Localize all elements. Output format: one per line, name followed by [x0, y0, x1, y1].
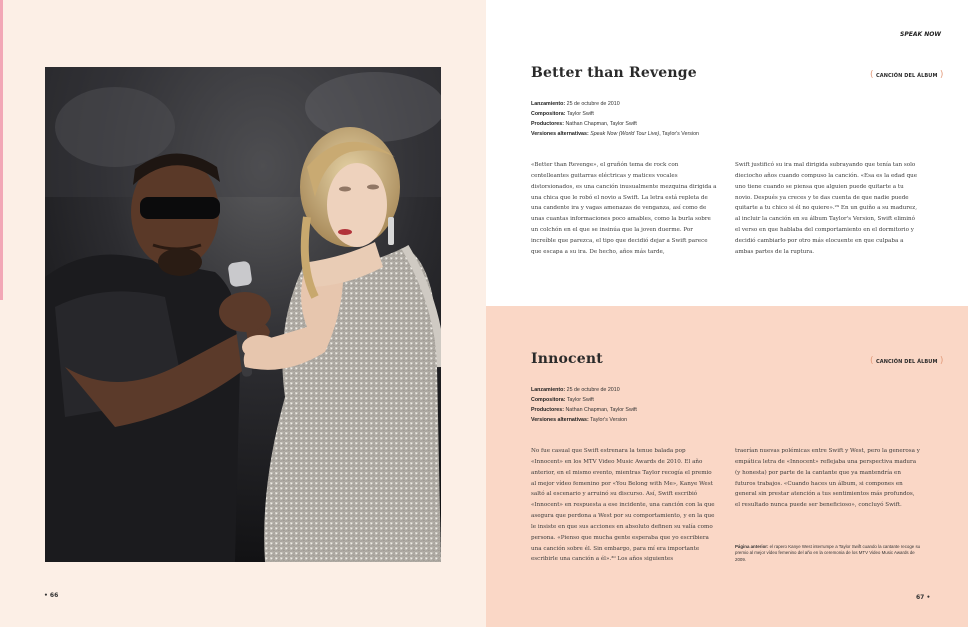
credit-alt-versions: Versiones alternativas: Taylor's Version	[531, 417, 628, 423]
body-column-2: traerían nuevas polémicas entre Swift y West, pero la generosa y empática letra de «Innocent» reflejaba una perspectiva madura (y honesta) por parte de la cantante que ya mantendría en futuros trabajos. «Cuando haces un álbum, si compones en general sin prestar atención a tus sentimientos más profundos, el resultado nunca puede ser beneficioso», concluyó Swift.	[735, 448, 920, 509]
photo-caption: Página anterior: el rapero Kanye West interrumpe a Taylor Swift cuando la cantante recoge su premio al mejor vídeo femenino del año en la ceremonia de los MTV Video Music Awards de 2009.	[735, 544, 921, 562]
photo-illustration	[45, 67, 441, 562]
album-track-badge: ( CANCIÓN DEL ÁLBUM )	[872, 71, 942, 81]
body-column-2: Swift justificó su ira mal dirigida subrayando que tenía tan solo dieciocho años cuando compuso la canción. «Esa es la edad que uno tiene cuando se piensa que alguien puede quitarte a tu novio. Después ya creces y te das cuenta de que nadie puede quitarte a tu chico si él no quiere».²⁹ En un guiño a su madurez, al incluir la canción en su álbum Taylor's Version, Swift eliminó el verso en que hablaba del comportamiento en el dormitorio y decidió cambiarlo por otro más elocuente en que culpaba a ambas partes de la ruptura.	[735, 162, 918, 255]
credit-producers: Productores: Nathan Chapman, Taylor Swift	[531, 407, 637, 413]
body-column-1: «Better than Revenge», el gruñón tema de rock con centelleantes guitarras eléctricas y matices vocales distorsionados, es una canción inusualmente mezquina dirigida a una chica que le robó el novio a Swift. La letra está repleta de una candente ira y vagas amenazas de venganza, así como de unas cuantas informaciones poco amables, como la burla sobre un colchón en el que se insinúa que la joven duerme. Por increíble que parezca, el tipo que decidió dejar a Swift parece que escapa a su ira. De hecho, años más tarde,	[531, 162, 717, 255]
credit-release: Lanzamiento: 25 de octubre de 2010	[531, 101, 620, 107]
body-column-1: No fue casual que Swift estrenara la tenue balada pop «Innocent» en los MTV Video Music Awards de 2010. El año anterior, en el mismo evento, mientras Taylor recogía el premio al mejor vídeo femenino por «You Belong with Me», Kanye West saltó al escenario y arruinó su discurso. Así, Swift escribió «Innocent» en respuesta a ese incidente, una canción con la que asegura que perdona a West por su comportamiento, y en la que le insiste en que sus acciones en absoluto definen su valía como persona. «Pienso que mucha gente esperaba que yo escribiera una canción sobre él. Sin embargo, para mí era importante escribirle una canción a él».³⁰ Los años siguientes	[531, 448, 715, 563]
right-page-top	[486, 0, 968, 306]
credit-alt-versions: Versiones alternativas: Speak Now (World Tour Live), Taylor's Version	[531, 131, 699, 137]
page-number-left: • 66	[44, 592, 59, 599]
album-track-badge: ( CANCIÓN DEL ÁLBUM )	[872, 357, 942, 367]
song-title-innocent: Innocent	[531, 351, 603, 367]
credit-producers: Productores: Nathan Chapman, Taylor Swift	[531, 121, 637, 127]
song-title-better-than-revenge: Better than Revenge	[531, 65, 697, 81]
credit-release: Lanzamiento: 25 de octubre de 2010	[531, 387, 620, 393]
page-edge-mark	[0, 0, 3, 300]
credit-writer: Compositora: Taylor Swift	[531, 397, 594, 403]
credit-writer: Compositora: Taylor Swift	[531, 111, 594, 117]
page-number-right: 67 •	[916, 594, 931, 601]
running-head: SPEAK NOW	[900, 31, 941, 38]
song-credits	[531, 99, 699, 139]
photo-kanye-taylor	[45, 67, 441, 562]
song-credits	[531, 385, 637, 425]
